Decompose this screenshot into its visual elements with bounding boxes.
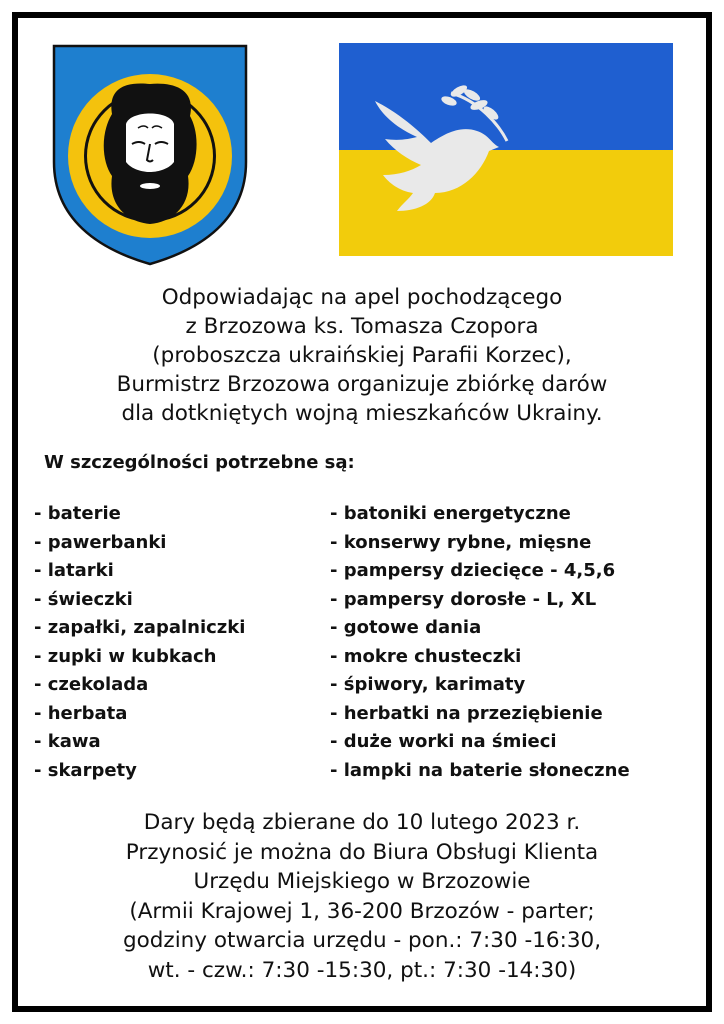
list-item: - zapałki, zapalniczki [34, 617, 246, 638]
needs-list-right [330, 500, 630, 785]
intro-text [40, 283, 684, 428]
footer-line: Dary będą zbierane do 10 lutego 2023 r. [143, 810, 581, 835]
list-item: - pawerbanki [34, 531, 167, 553]
footer-line: (Armii Krajowej 1, 36-200 Brzozów - parter; [129, 898, 595, 924]
list-item: - świeczki [34, 588, 133, 610]
intro-line: Odpowiadając na apel pochodzącego [161, 285, 563, 310]
intro-line: (proboszcza ukraińskiej Parafii Korzec), [152, 343, 572, 368]
list-item: - pampersy dziecięce - 4,5,6 [330, 560, 616, 581]
list-item: - kawa [34, 731, 101, 752]
intro-line: dla dotkniętych wojną mieszkańców Ukrainy. [121, 401, 603, 426]
footer-line: godziny otwarcia urzędu - pon.: 7:30 -16:30, [122, 928, 602, 953]
coat-of-arms-image [52, 44, 248, 266]
list-item: - baterie [34, 503, 121, 524]
list-item: - mokre chusteczki [330, 645, 522, 667]
ukraine-flag-image [339, 43, 673, 256]
list-item: - lampki na baterie słoneczne [330, 759, 630, 781]
list-item: - duże worki na śmieci [330, 731, 557, 752]
list-item: - zupki w kubkach [34, 645, 217, 667]
list-item: - konserwy rybne, mięsne [330, 531, 592, 553]
list-item: - batoniki energetyczne [330, 503, 571, 524]
needs-heading: W szczególności potrzebne są: [44, 452, 355, 473]
collection-info [30, 808, 694, 985]
footer-line: wt. - czw.: 7:30 -15:30, pt.: 7:30 -14:30) [147, 957, 577, 983]
intro-line: Burmistrz Brzozowa organizuje zbiórkę darów [116, 372, 608, 397]
list-item: - czekolada [34, 674, 149, 695]
list-item: - pampersy dorosłe - L, XL [330, 588, 597, 610]
list-item: - skarpety [34, 759, 137, 781]
footer-line: Przynosić je można do Biura Obsługi Klienta [125, 839, 599, 865]
intro-line: z Brzozowa ks. Tomasza Czopora [185, 314, 539, 339]
needs-list-left [34, 500, 245, 785]
footer-line: Urzędu Miejskiego w Brzozowie [193, 869, 531, 894]
list-item: - śpiwory, karimaty [330, 674, 526, 695]
list-item: - latarki [34, 560, 114, 581]
list-item: - herbata [34, 702, 128, 724]
list-item: - herbatki na przeziębienie [330, 702, 603, 724]
list-item: - gotowe dania [330, 617, 482, 638]
